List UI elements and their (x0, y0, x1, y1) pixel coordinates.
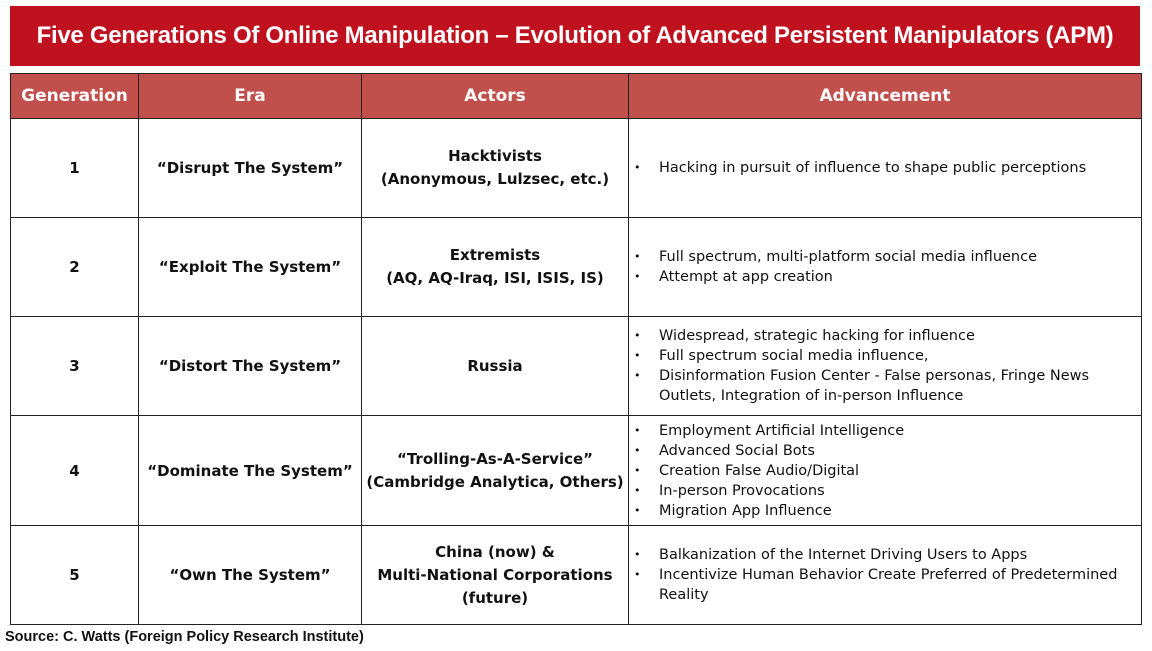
generation-cell: 5 (11, 526, 139, 625)
table-row (11, 317, 1142, 416)
list-item: • Employment Artificial Intelligence (629, 421, 1141, 441)
actor-line: Multi-National Corporations (377, 565, 613, 584)
list-item: • Full spectrum, multi-platform social media influence (629, 247, 1141, 267)
actors-cell (362, 119, 629, 218)
list-item: • Migration App Influence (629, 501, 1141, 521)
table-row (11, 526, 1142, 625)
list-item: • Hacking in pursuit of influence to shape public perceptions (629, 158, 1141, 178)
actor-line: Extremists (449, 246, 541, 264)
list-item: • Creation False Audio/Digital (629, 461, 1141, 481)
actor-line: China (now) & (435, 542, 555, 561)
header-generation: Generation (11, 74, 139, 119)
advancement-list (629, 247, 1141, 287)
actor-line: Russia (467, 356, 523, 375)
era-cell: “Dominate The System” (139, 416, 362, 526)
source-caption: Source: C. Watts (Foreign Policy Research Institute) (5, 629, 364, 645)
actors-cell (362, 317, 629, 416)
era-cell: “Distort The System” (139, 317, 362, 416)
header-actors: Actors (362, 74, 629, 119)
list-item: • Incentivize Human Behavior Create Preferred of Predetermined Reality (629, 565, 1141, 605)
actor-line: Hacktivists (448, 147, 542, 165)
apm-generations-table (10, 73, 1142, 625)
table-row (11, 119, 1142, 218)
advancement-list (629, 421, 1141, 521)
list-item: • Disinformation Fusion Center - False personas, Fringe News Outlets, Integration of in-person Influence (629, 366, 1141, 406)
list-item: • Attempt at app creation (629, 267, 1141, 287)
era-cell: “Disrupt The System” (139, 119, 362, 218)
actor-line: (Anonymous, Lulzsec, etc.) (380, 170, 610, 188)
advancement-cell (629, 317, 1142, 416)
actors-cell (362, 416, 629, 526)
advancement-list (629, 545, 1141, 605)
advancement-cell (629, 526, 1142, 625)
actors-cell (362, 218, 629, 317)
list-item: • Full spectrum social media influence, (629, 346, 1141, 366)
era-cell: “Own The System” (139, 526, 362, 625)
era-cell: “Exploit The System” (139, 218, 362, 317)
title-banner (10, 6, 1140, 66)
generation-cell: 3 (11, 317, 139, 416)
actor-line: “Trolling-As-A-Service” (396, 449, 594, 468)
generation-cell: 1 (11, 119, 139, 218)
table-row (11, 416, 1142, 526)
header-row (11, 74, 1142, 119)
advancement-list (629, 326, 1141, 406)
actor-line: (Cambridge Analytica, Others) (366, 472, 624, 491)
advancement-cell (629, 218, 1142, 317)
page-title: Five Generations Of Online Manipulation – Evolution of Advanced Persistent Manipulators (APM) (36, 22, 1114, 49)
list-item: • In-person Provocations (629, 481, 1141, 501)
header-era: Era (139, 74, 362, 119)
generation-cell: 4 (11, 416, 139, 526)
list-item: • Advanced Social Bots (629, 441, 1141, 461)
header-advancement: Advancement (629, 74, 1142, 119)
list-item: • Balkanization of the Internet Driving Users to Apps (629, 545, 1141, 565)
generation-cell: 2 (11, 218, 139, 317)
advancement-list (629, 158, 1141, 178)
table-row (11, 218, 1142, 317)
advancement-cell (629, 416, 1142, 526)
list-item: • Widespread, strategic hacking for influence (629, 326, 1141, 346)
actors-cell (362, 526, 629, 625)
advancement-cell (629, 119, 1142, 218)
actor-line: (future) (461, 588, 529, 607)
actor-line: (AQ, AQ-Iraq, ISI, ISIS, IS) (386, 269, 604, 287)
